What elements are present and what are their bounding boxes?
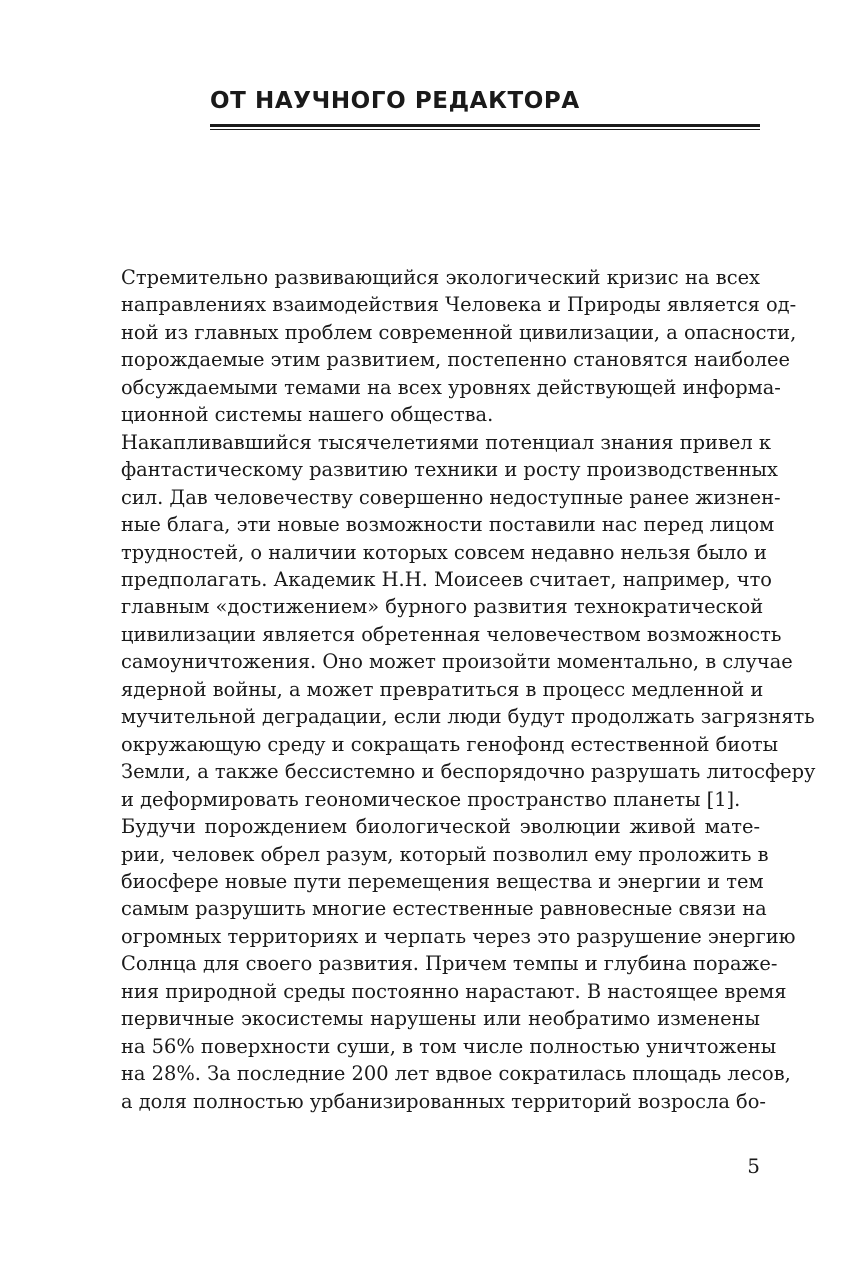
page-title: ОТ НАУЧНОГО РЕДАКТОРА bbox=[210, 88, 580, 114]
page-number: 5 bbox=[747, 1154, 760, 1178]
text-line: ядерной войны, а может превратиться в процесс медленной и bbox=[121, 677, 764, 701]
text-line: на 28%. За последние 200 лет вдвое сократилась площадь лесов, bbox=[121, 1062, 791, 1086]
title-rule-thin bbox=[210, 129, 760, 130]
text-line: ной из главных проблем современной цивилизации, а опасности, bbox=[121, 320, 797, 344]
text-line: Солнца для своего развития. Причем темпы и глубина пораже- bbox=[121, 952, 778, 976]
text-line: трудностей, о наличии которых совсем недавно нельзя было и bbox=[121, 540, 767, 564]
text-line: биосфере новые пути перемещения вещества и энергии и тем bbox=[121, 869, 764, 893]
text-line: самым разрушить многие естественные равновесные связи на bbox=[121, 897, 767, 921]
text-line: обсуждаемыми темами на всех уровнях действующей информа- bbox=[121, 375, 781, 399]
text-line: окружающую среду и сокращать генофонд естественной биоты bbox=[121, 732, 779, 756]
text-line: рии, человек обрел разум, который позволил ему проложить в bbox=[121, 842, 769, 866]
text-line: предполагать. Академик Н.Н. Моисеев считает, например, что bbox=[121, 567, 772, 591]
paragraph bbox=[92, 813, 796, 1115]
text-line: ные блага, эти новые возможности поставили нас перед лицом bbox=[121, 513, 775, 537]
text-line: ционной системы нашего общества. bbox=[121, 403, 494, 427]
text-line: фантастическому развитию техники и росту производственных bbox=[121, 458, 778, 482]
text-line: первичные экосистемы нарушены или необратимо изменены bbox=[121, 1007, 760, 1031]
text-line: огромных территориях и черпать через это разрушение энергию bbox=[121, 924, 796, 948]
text-line: Накапливавшийся тысячелетиями потенциал знания привел к bbox=[121, 430, 771, 454]
title-rule-thick bbox=[210, 124, 760, 127]
text-line: Будучи порождением биологической эволюции живой мате- bbox=[121, 815, 760, 839]
text-line: Стремительно развивающийся экологический кризис на всех bbox=[121, 266, 760, 289]
body-text bbox=[92, 264, 816, 1115]
text-line: главным «достижением» бурного развития технократической bbox=[121, 595, 764, 619]
paragraph bbox=[92, 429, 816, 813]
text-line: а доля полностью урбанизированных территорий возросла бо- bbox=[121, 1089, 766, 1113]
text-line: порождаемые этим развитием, постепенно становятся наиболее bbox=[121, 348, 790, 372]
text-line: цивилизации является обретенная человечеством возможность bbox=[121, 622, 782, 646]
text-line: ния природной среды постоянно нарастают. В настоящее время bbox=[121, 979, 787, 1003]
text-line: самоуничтожения. Оно может произойти моментально, в случае bbox=[121, 650, 793, 674]
text-line: Земли, а также бессистемно и беспорядочно разрушать литосферу bbox=[121, 760, 816, 784]
text-line: направлениях взаимодействия Человека и Природы является од- bbox=[121, 293, 797, 317]
paragraph bbox=[92, 264, 797, 429]
text-line: мучительной деградации, если люди будут продолжать загрязнять bbox=[121, 705, 815, 729]
text-line: сил. Дав человечеству совершенно недоступные ранее жизнен- bbox=[121, 485, 781, 509]
text-line: на 56% поверхности суши, в том числе полностью уничтожены bbox=[121, 1034, 777, 1058]
text-line: и деформировать геономическое пространство планеты [1]. bbox=[121, 787, 741, 811]
